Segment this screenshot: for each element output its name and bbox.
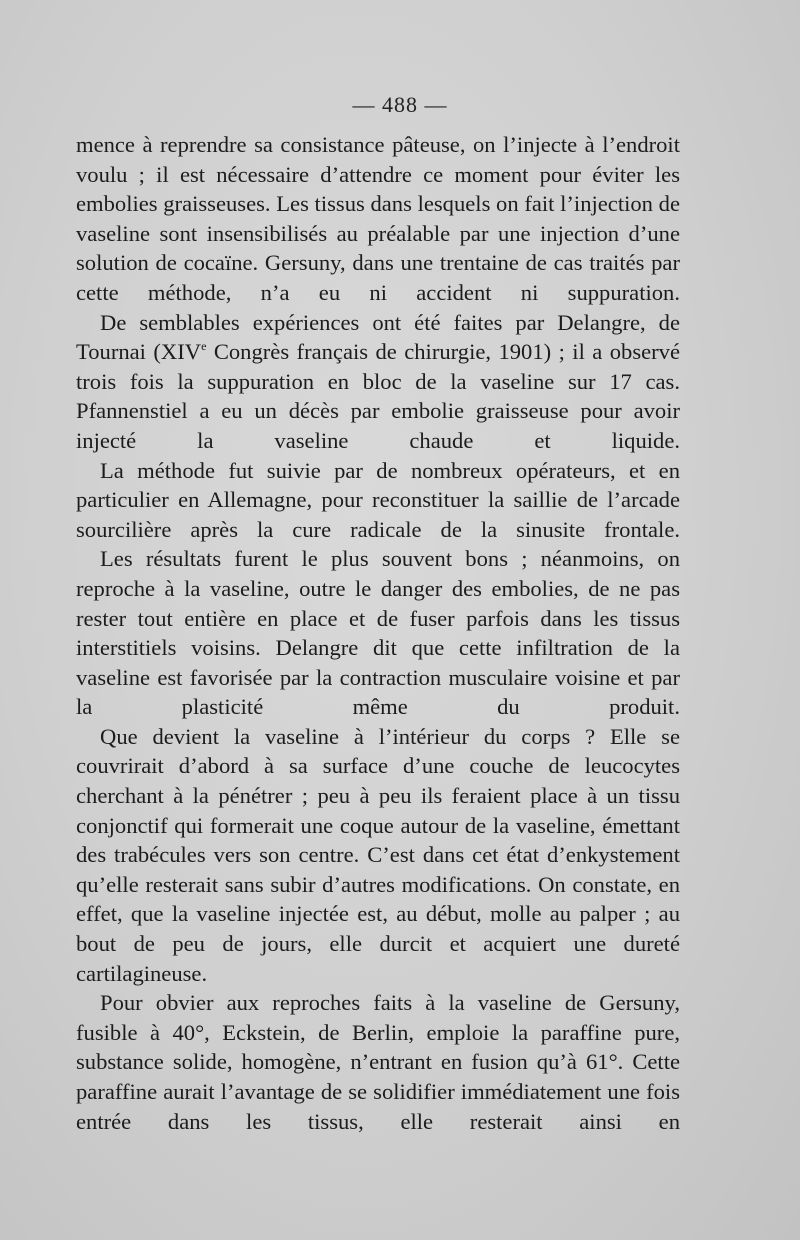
paragraph-3: La méthode fut suivie par de nombreux opérateurs, et en particulier en Allemagne, pour reconstituer la saillie de l’arcade sourcilière après la cure radicale de la sinusite frontale. [76,457,680,542]
paragraph-4: Les résultats furent le plus souvent bons ; néanmoins, on reproche à la vaseline, outre le danger des embolies, de ne pas rester tout entière en place et de fuser parfois dans les tissus interstitiels voisins. Delangre dit que cette infiltration de la vaseline est favorisée par la contraction musculaire voisine et par la plasticité même du produit. [76,546,680,720]
paragraph-6: Pour obvier aux reproches faits à la vaseline de Gersuny, fusible à 40°, Eckstein, de Berlin, emploie la paraffine pure, substance solide, homogène, n’entrant en fusion qu’à 61°. Cette paraffine aurait l’avantage de se solidifier immédiatement une fois entrée dans les tissus, elle resterait ainsi en [76,990,680,1134]
paragraph-2-start: De semblables expériences ont été faites par Delangre, de Tournai (XIV [76,309,680,365]
paragraph-2 [76,308,680,456]
paragraph-1: mence à reprendre sa consistance pâteuse, on l’injecte à l’endroit voulu ; il est nécessaire d’attendre ce moment pour éviter les embolies graisseuses. Les tissus dans lesquels on fait l’injection de vaseline sont insensibilisés au préalable par une injection d’une solution de cocaïne. Gersuny, dans une trentaine de cas traités par cette méthode, n’a eu ni accident ni suppuration. [76,132,680,305]
paragraph-2-end: Congrès français de chirurgie, 1901) ; il a observé trois fois la suppuration en bloc de la vaseline sur 17 cas. Pfannenstiel a eu un décès par embolie graisseuse pour avoir injecté la vaseline chaude et liquide. [76,339,680,453]
ordinal-superscript: e [201,339,207,354]
page-number: — 488 — [352,92,448,117]
paragraph-5: Que devient la vaseline à l’intérieur du corps ? Elle se couvrirait d’abord à sa surface d’une couche de leucocytes cherchant à la pénétrer ; peu à peu ils feraient place à un tissu conjonctif qui formerait une coque autour de la vaseline, émettant des trabécules vers son centre. C’est dans cet état d’enkystement qu’elle resterait sans subir d’autres modifications. On constate, en effet, que la vaseline injectée est, au début, molle au palper ; au bout de peu de jours, elle durcit et acquiert une dureté cartilagineuse. [76,723,680,986]
body-text [76,130,680,1136]
